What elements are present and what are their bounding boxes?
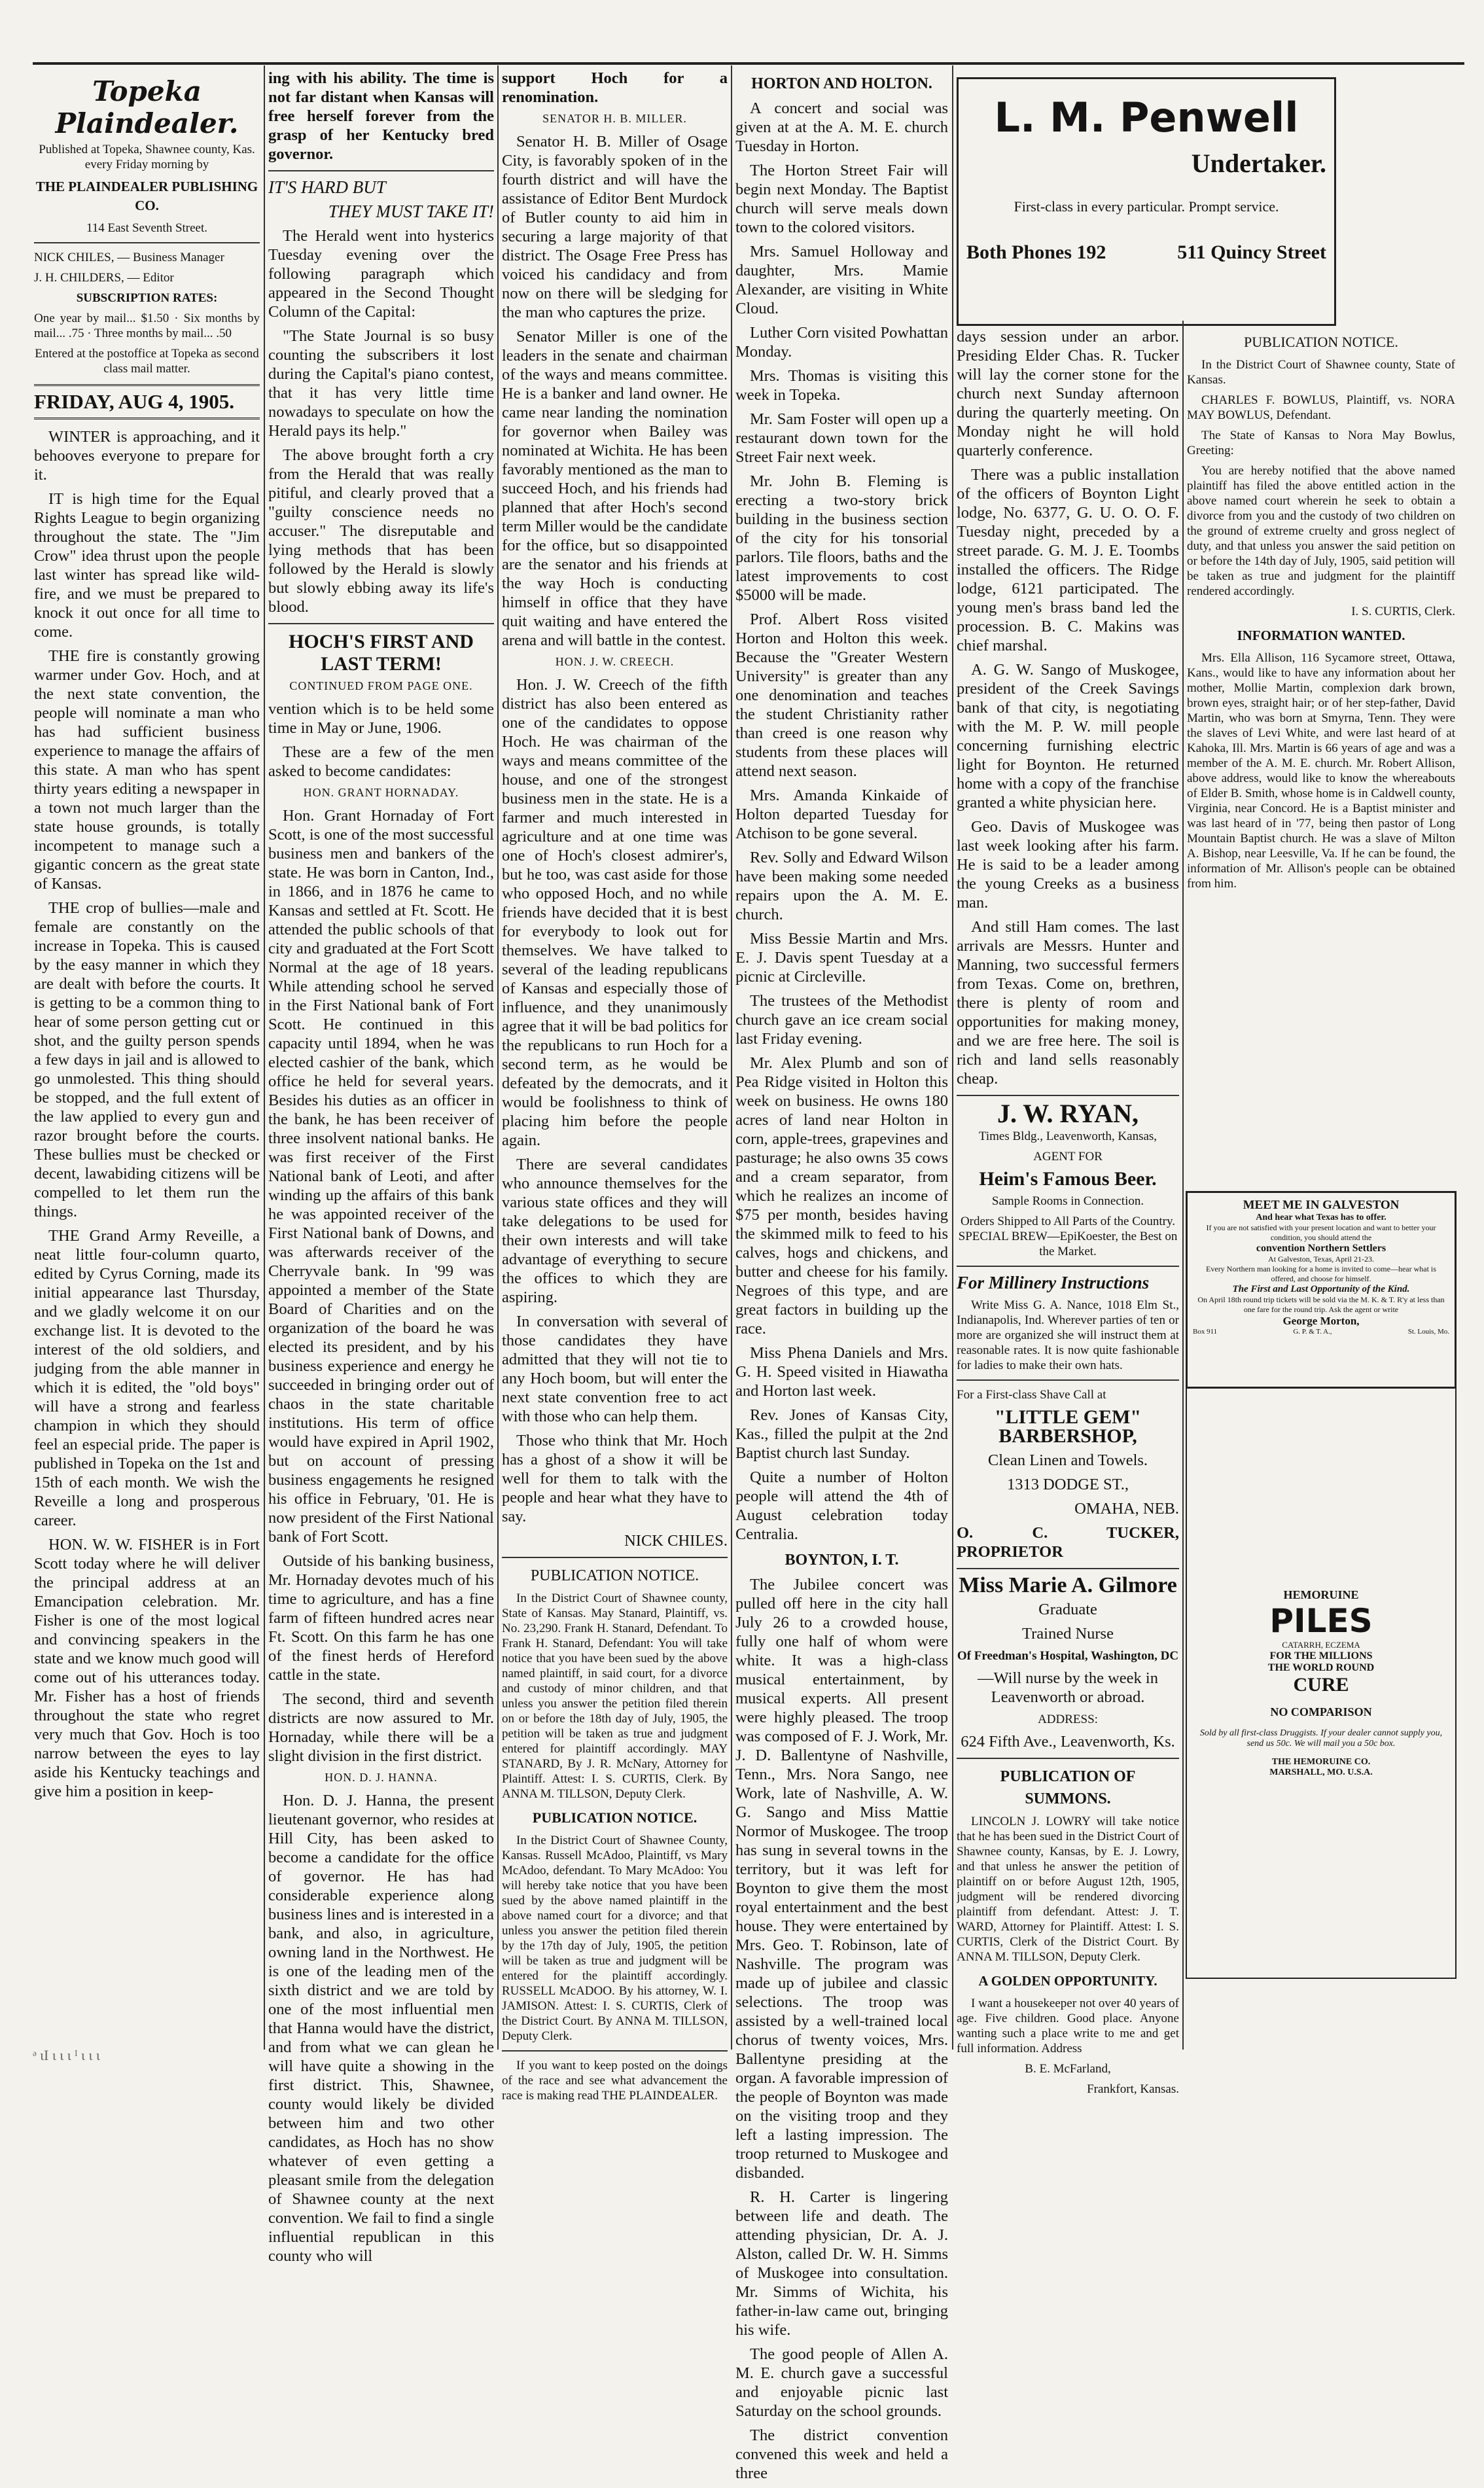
news-item: And still Ham comes. The last arrivals are Messrs. Hunter and Manning, two successful fermers from Texas. Come on, brethren, there is plenty of room and opportunities for making money, and we are free here. The soil is rich and land sells reasonably cheap. bbox=[957, 918, 1179, 1088]
news-item: The district convention convened this week and held a three bbox=[735, 2426, 948, 2482]
ad-hemoruine-company: THE HEMORUINE CO. bbox=[1271, 1757, 1371, 1767]
masthead-address: 114 East Seventh Street. bbox=[86, 221, 208, 235]
ad-penwell-role: Undertaker. bbox=[1191, 149, 1326, 178]
continued-note: CONTINUED FROM PAGE ONE. bbox=[289, 679, 473, 692]
ad-barber-proprietor: O. C. TUCKER, PROPRIETOR bbox=[957, 1524, 1179, 1561]
opportunity-city: Frankfort, Kansas. bbox=[1087, 2082, 1179, 2096]
ad-galveston-footer bbox=[1193, 1328, 1449, 1336]
column-2 bbox=[268, 69, 494, 2271]
ad-ryan-name: J. W. RYAN, bbox=[997, 1099, 1139, 1128]
news-item: Rev. Jones of Kansas City, Kas., filled the pulpit at the 2nd Baptist church last Sunday. bbox=[735, 1406, 948, 1462]
ad-galveston-text: If you are not satisfied with your present location and want to better your condition, you should attend the bbox=[1206, 1223, 1436, 1242]
ad-hemoruine-body: Sold by all first-class Druggists. If your dealer cannot supply you, send us 50c. We will mail you a 50c box. bbox=[1199, 1728, 1443, 1749]
ad-hemoruine-line2: THE WORLD ROUND bbox=[1267, 1662, 1375, 1673]
ad-millinery-text: Write Miss G. A. Nance, 1018 Elm St., Indianapolis, Ind. Wherever parties of ten or more are organized she will instruct them at reasonable rates. It is now quite fashionable for ladies to make their own hats. bbox=[957, 1298, 1179, 1372]
section-rule bbox=[502, 1557, 728, 1558]
ad-nurse-address: 624 Fifth Ave., Leavenworth, Ks. bbox=[961, 1733, 1175, 1750]
ad-nurse-graduate: Graduate bbox=[1038, 1601, 1097, 1618]
column-5 bbox=[957, 327, 1179, 2102]
column-4 bbox=[735, 69, 948, 2488]
news-item: Miss Bessie Martin and Mrs. E. J. Davis spent Tuesday at a picnic at Circleville. bbox=[735, 930, 948, 986]
masthead-published: Published at Topeka, Shawnee county, Kas. every Friday morning by bbox=[39, 143, 255, 171]
masthead-company: THE PLAINDEALER PUBLISHING CO. bbox=[35, 179, 258, 213]
headline-hard-a: IT'S HARD BUT bbox=[268, 177, 386, 197]
masthead-title: Topeka Plaindealer. bbox=[55, 75, 239, 139]
subhead-creech: HON. J. W. CREECH. bbox=[555, 655, 675, 668]
publication-notice-head: PUBLICATION NOTICE. bbox=[532, 1809, 698, 1826]
section-rule bbox=[957, 1379, 1179, 1381]
column-divider bbox=[731, 65, 732, 2050]
opportunity-head: A GOLDEN OPPORTUNITY. bbox=[978, 1973, 1157, 1989]
ad-hemoruine-side: CATARRH, ECZEMA bbox=[1282, 1640, 1360, 1650]
ad-penwell-tagline: First-class in every particular. Prompt service. bbox=[1014, 198, 1279, 215]
ad-hemoruine-comparison: NO COMPARISON bbox=[1270, 1705, 1372, 1718]
news-item: Luther Corn visited Powhattan Monday. bbox=[735, 324, 948, 361]
news-item: The Horton Street Fair will begin next Monday. The Baptist church will serve meals down town to the colored visitors. bbox=[735, 162, 948, 236]
ad-nurse-role: Trained Nurse bbox=[1022, 1625, 1114, 1643]
news-item: Mr. Alex Plumb and son of Pea Ridge visited in Holton this week on business. He owns 180 acres of land near Holton in corn, apple-trees, grapevines and pasturage; he also owns 35 cows and a cream separator, from which he realizes an income of $75 per month, besides having the skimmed milk to feed to his calves, hogs and chickens, and butter and cheese for his family. Negroes of this type, and are great factors in building up the race. bbox=[735, 1054, 948, 1338]
ad-hemoruine bbox=[1186, 1387, 1457, 1979]
ad-barber-clean: Clean Linen and Towels. bbox=[987, 1451, 1148, 1469]
news-item: Mr. Sam Foster will open up a restaurant down town for the Street Fair next week. bbox=[735, 410, 948, 466]
section-rule bbox=[502, 2050, 728, 2052]
article-paragraph: Those who think that Mr. Hoch has a ghost of a show it will be well for them to talk with the people and hear what they have to say. bbox=[502, 1432, 728, 1525]
article-paragraph: There are several candidates who announce themselves for the various state offices and they will take delegations to be used for their own interests and will take advantage of everything to secure the offices to which they are aspiring. bbox=[502, 1156, 728, 1306]
ad-barber-city: OMAHA, NEB. bbox=[1074, 1500, 1179, 1518]
editorial-paragraph: THE Grand Army Reveille, a neat little four-column quarto, edited by Cyrus Corning, made its initial appearance last Thursday, and we gladly welcome it on our exchange list. It is devoted to the interest of the old soldiers, and judging from the able manner in which it is edited, the "old boys" will have a strong and fearless champion in which they should feel an especial pride. The paper is published in Topeka on the 1st and 15th of each month. We wish the Reveille a long and prosperous career. bbox=[34, 1227, 260, 1529]
news-item: The Jubilee concert was pulled off here in the city hall July 26 to a crowded house, fully one half of whom were white. It was a high-class musical entertainment, by musical experts. All present were highly pleased. The troop was composed of F. J. Work, Mr. J. D. Ballentyne of Nashville, Tenn., Mrs. Nora Sango, nee Work, late of Nashville, A. W. G. Sango and Miss Mattie Normor of Muskogee. The troop has sung in several towns in the territory, but it was left for Boynton to give them the most royal entertainment and the best house. They were entertained by Mrs. Geo. T. Robinson, late of Nashville. The program was made up of jubilee and classic selections. The troop was assisted by a well-trained local chorus of twenty voices, Mrs. Ballentyne presiding at the organ. A favorable impression of the people of Boynton was made on the visiting troop and they left a lasting impression. The troop returned to Muskogee and disbanded. bbox=[735, 1576, 948, 2182]
editorial-paragraph: THE fire is constantly growing warmer under Gov. Hoch, and at the next state convention, the people will nominate a man who has had sufficient business experience to manage the affairs of this state. A man who has spent thirty years editing a newspaper in a town not much larger than the state house grounds, is totally incompetent to manage such a gigantic concern as the great state of Kansas. bbox=[34, 647, 260, 893]
news-item: A. G. W. Sango of Muskogee, president of the Creek Savings bank of that city, is negotiating with the M. P. W. mill people concerning furnishing electric light for Boynton. He returned home with a copy of the franchise granted a white physician here. bbox=[957, 661, 1179, 811]
news-item: Mrs. Thomas is visiting this week in Topeka. bbox=[735, 367, 948, 404]
article-paragraph: These are a few of the men asked to become candidates: bbox=[268, 743, 494, 780]
section-rule bbox=[957, 1266, 1179, 1267]
subscription-title: SUBSCRIPTION RATES: bbox=[76, 291, 218, 305]
entered-note: Entered at the postoffice at Topeka as second class mail matter. bbox=[35, 347, 259, 376]
article-paragraph: Hon. J. W. Creech of the fifth district has also been entered as one of the candidates to oppose Hoch. He was chairman of the ways and means committee of the house, and one of the strongest business men in the state. He is a farmer and much interested in agriculture and at one time was one of Hoch's closest admirer's, but he too, was cast aside for those who opposed Hoch, and no while friends have decided that it is best for everybody to look out for themselves. We have talked to several of the leading republicans of Kansas and especially those of influence, and they unanimously agree that it will be bad politics for the republicans to run Hoch for a second term, as he would be defeated by the democrats, and it would be foolishness to think of placing him before the people again. bbox=[502, 676, 728, 1149]
subhead-hornaday: HON. GRANT HORNADAY. bbox=[303, 786, 459, 799]
publication-notice-body: You are hereby notified that the above named plaintiff has filed the above entitled action in the above named court wherein he seek to obtain a divorce from you and the custody of two children on the ground of extreme cruelty and gross neglect of duty, and that unless you answer the said petition on or before the 14th day of July, 1905, said petition will be taken as true and judgment for the plaintiff rendered accordingly. bbox=[1187, 464, 1455, 598]
ad-hemoruine-city: MARSHALL, MO. U.S.A. bbox=[1269, 1768, 1373, 1777]
article-paragraph: Hon. D. J. Hanna, the present lieutenant governor, who resides at Hill City, has been asked to become a candidate for the office of governor. He has had considerable experience along business lines and is interested in a bank, and also, in agriculture, owning land in the Northwest. He is one of the leading men of the sixth district and we are told by one of the most influential men that Hanna would have the district, and from what we can glean he will have quite a showing in the first district. This, Shawnee, county would likely be divided between him and two other candidates, as Hoch has no show whatever of even getting a pleasant smile from the delegation of Shawnee county at the next convention. We fail to find a single influential republican in this county who will bbox=[268, 1792, 494, 2265]
publication-notice-body: CHARLES F. BOWLUS, Plaintiff, vs. NORA MAY BOWLUS, Defendant. bbox=[1187, 393, 1455, 422]
article-quote: "The State Journal is so busy counting the subscribers it lost during the Capital's piano contest, that it has very little time nowadays to speculate on how the Herald pays its help." bbox=[268, 327, 494, 440]
headline-horton: HORTON AND HOLTON. bbox=[751, 75, 932, 92]
ad-galveston-box: Box 911 bbox=[1193, 1328, 1218, 1336]
ad-nurse-address-label: ADDRESS: bbox=[1038, 1713, 1098, 1726]
ad-hemoruine-top: HEMORUINE bbox=[1283, 1588, 1359, 1601]
publication-notice-head: PUBLICATION NOTICE. bbox=[530, 1567, 699, 1584]
article-paragraph: vention which is to be held some time in May or June, 1906. bbox=[268, 700, 494, 737]
editorial-paragraph: THE crop of bullies—male and female are constantly on the increase in Topeka. This is caused by the easy manner in which they are dealt with before the courts. It is getting to be a common thing to hear of some person getting cut or shot, and the guilty person spends a few days in jail and is allowed to go unmolested. This thing should be stopped, and the full extent of the law applied to every gun and razor brought before the courts. These bullies must be checked or decent, lawabiding citizens will be compelled to let them run the things. bbox=[34, 899, 260, 1220]
subhead-hanna: HON. D. J. HANNA. bbox=[325, 1771, 438, 1784]
article-paragraph: The above brought forth a cry from the Herald that was really pitiful, and clearly proved that a "guilty conscience needs no accuser." The disreputable and lying methods that has been followed by the Herald is slowly but slowly ebbing away its life's blood. bbox=[268, 446, 494, 616]
ad-galveston-gpa: G. P. & T. A., bbox=[1293, 1328, 1332, 1336]
section-rule bbox=[268, 623, 494, 624]
ad-ryan-orders: Orders Shipped to All Parts of the Country. SPECIAL BREW—EpiKoester, the Best on the Market. bbox=[958, 1215, 1178, 1258]
headline-boynton: BOYNTON, I. T. bbox=[785, 1552, 899, 1569]
news-item: R. H. Carter is lingering between life and death. The attending physician, Dr. A. J. Alston, called Dr. W. H. Simms of Muskogee into consultation. Mr. Simms of Wichita, his father-in-law came out, bringing his wife. bbox=[735, 2188, 948, 2339]
news-item: A concert and social was given at at the A. M. E. church Tuesday in Horton. bbox=[735, 99, 948, 155]
article-paragraph: In conversation with several of those candidates they have admitted that they will not tie to any Hoch boom, but will enter the next state convention free to act with those who can help them. bbox=[502, 1313, 728, 1425]
column-divider bbox=[1182, 321, 1184, 2050]
section-rule bbox=[957, 1095, 1179, 1096]
publication-notice-body: In the District Court of Shawnee County, Kansas. Russell McAdoo, Plaintiff, vs Mary McAdoo, defendant. To Mary McAdoo: You will hereby take notice that you have been sued by the above named plaintiff in the above named court for a divorce; and that unless you answer the petition filed therein by the 17th day of July, 1905, the petition will be taken as true and judgment will be entered for the plaintiff accordingly. RUSSELL McADOO. By his attorney, W. I. JAMISON. Attest: I. S. CURTIS, Clerk of the District Court. By ANNA M. TILLSON, Deputy Clerk. bbox=[502, 1834, 728, 2043]
article-paragraph: The Herald went into hysterics Tuesday evening over the following paragraph which appeared in the Second Thought Column of the Capital: bbox=[268, 227, 494, 321]
ad-galveston-sub: And hear what Texas has to offer. bbox=[1256, 1213, 1387, 1222]
column-3 bbox=[502, 69, 728, 2108]
section-rule bbox=[957, 1758, 1179, 1759]
news-item: Mrs. Amanda Kinkaide of Holton departed Tuesday for Atchison to be gone several. bbox=[735, 787, 948, 842]
news-item: Miss Phena Daniels and Mrs. G. H. Speed visited in Hiawatha and Horton last week. bbox=[735, 1344, 948, 1400]
section-rule bbox=[957, 1568, 1179, 1569]
section-rule bbox=[268, 170, 494, 171]
staff-editor: J. H. CHILDERS, — Editor bbox=[34, 271, 174, 285]
subhead-miller: SENATOR H. B. MILLER. bbox=[542, 112, 687, 125]
ad-hemoruine-big: PILES bbox=[1269, 1602, 1373, 1640]
ad-penwell-name: L. M. Penwell bbox=[994, 94, 1299, 141]
article-paragraph: Outside of his banking business, Mr. Hornaday devotes much of his time to agriculture, and has a fine farm of fifteen hundred acres near Ft. Scott. On this farm he has one of the finest herds of Hereford cattle in the state. bbox=[268, 1552, 494, 1684]
article-paragraph: Senator Miller is one of the leaders in the senate and chairman of the ways and means committee. He is a banker and land owner. He came near landing the nomination for governor when Bailey was nominated at Wichita. He has been favorably mentioned as the man to succeed Hoch, and his friends had planned that after Hoch's second term Miller would be the candidate for the office, but so disappointed are the senator and his friends at the way Hoch is conducting himself in office that they have quit waiting and have entered the arena and will battle in the contest. bbox=[502, 328, 728, 649]
ad-millinery-head: For Millinery Instructions bbox=[957, 1273, 1150, 1292]
ad-nurse-will: —Will nurse by the week in Leavenworth or abroad. bbox=[978, 1669, 1158, 1706]
ad-nurse-name: Miss Marie A. Gilmore bbox=[959, 1573, 1177, 1597]
ad-barber-pre: For a First-class Shave Call at bbox=[957, 1388, 1106, 1402]
publication-notice-body: The State of Kansas to Nora May Bowlus, Greeting: bbox=[1187, 429, 1455, 457]
ad-penwell-phones: Both Phones 192 bbox=[966, 241, 1106, 263]
ad-nurse-hospital: Of Freedman's Hospital, Washington, DC bbox=[957, 1649, 1179, 1663]
editorial-paragraph: WINTER is approaching, and it behooves everyone to prepare for it. bbox=[34, 428, 260, 484]
headline-hoch: HOCH'S FIRST AND LAST TERM! bbox=[289, 631, 474, 675]
column-6-body bbox=[1187, 327, 1455, 897]
ad-galveston-name: George Morton, bbox=[1282, 1315, 1360, 1327]
column-divider bbox=[264, 65, 265, 2050]
news-item: Quite a number of Holton people will attend the 4th of August celebration today Centralia. bbox=[735, 1468, 948, 1543]
headline-hard-b: THEY MUST TAKE IT! bbox=[328, 202, 494, 221]
staff-manager: NICK CHILES, — Business Manager bbox=[34, 251, 224, 264]
news-item: Mr. John B. Fleming is erecting a two-story brick building in the business section of the city for his tonsorial parlors. Tile floors, baths and the latest improvements to cost $5000 will be made. bbox=[735, 472, 948, 604]
ad-hemoruine-line1: FOR THE MILLIONS bbox=[1269, 1650, 1373, 1662]
publication-notice-sign: I. S. CURTIS, Clerk. bbox=[1351, 605, 1455, 618]
column-divider bbox=[497, 65, 499, 2050]
ad-barber-name: "LITTLE GEM" BARBERSHOP, bbox=[994, 1406, 1142, 1447]
plaindealer-promo: If you want to keep posted on the doings of the race and see what advancement the race is making read THE PLAINDEALER. bbox=[502, 2059, 728, 2103]
ad-ryan-beer: Heim's Famous Beer. bbox=[979, 1168, 1157, 1190]
ad-galveston-first: The First and Last Opportunity of the Kind. bbox=[1232, 1284, 1410, 1294]
ad-galveston-city: St. Louis, Mo. bbox=[1407, 1328, 1449, 1336]
news-item: The trustees of the Methodist church gave an ice cream social last Friday evening. bbox=[735, 992, 948, 1048]
column-lead: ing with his ability. The time is not far distant when Kansas will free herself forever from the grasp of her Kentucky bred governor. bbox=[268, 69, 494, 163]
top-rule bbox=[33, 62, 1464, 65]
ad-ryan-rooms: Sample Rooms in Connection. bbox=[991, 1194, 1144, 1208]
news-item: Mrs. Samuel Holloway and daughter, Mrs. Mamie Alexander, are visiting in White Cloud. bbox=[735, 243, 948, 317]
masthead-rule bbox=[34, 242, 260, 243]
editorial-paragraph: HON. W. W. FISHER is in Fort Scott today where he will deliver the principal address at an Emancipation celebration. Mr. Fisher is one of the most logical and convincing speakers in the state and we know much good will come out of his utterances today. Mr. Fisher has a host of friends throughout the state who regret very much that Gov. Hoch is too narrow between the eyes to lay aside his Kentucky teachings and give him a position in keep- bbox=[34, 1536, 260, 1800]
information-wanted-head: INFORMATION WANTED. bbox=[1237, 628, 1405, 643]
ad-galveston-more: Every Northern man looking for a home is invited to come—hear what is offered, and choose for himself. bbox=[1206, 1264, 1436, 1283]
article-paragraph: The second, third and seventh districts are now assured to Mr. Hornaday, while there will be a slight division in the first district. bbox=[268, 1690, 494, 1765]
news-item: There was a public installation of the officers of Boynton Light lodge, No. 6377, G. U. O. O. F. Tuesday night, preceded by a street parade. G. M. J. E. Toombs installed the officers. The Ridge lodge, 6121 participated. The young men's brass band led the procession. B. C. Makins was chief marshal. bbox=[957, 466, 1179, 654]
column-divider bbox=[952, 65, 953, 2050]
issue-date: FRIDAY, AUG 4, 1905. bbox=[34, 384, 260, 419]
editorial-paragraph: IT is high time for the Equal Rights League to begin organizing throughout the state. The "Jim Crow" idea thrust upon the people last winter has spread like wild-fire, and we must be prepared to knock it out once for all time to come. bbox=[34, 490, 260, 641]
information-wanted-body: Mrs. Ella Allison, 116 Sycamore street, Ottawa, Kans., would like to have any information about her mother, Mollie Martin, complexion dark brown, brown eyes, straight hair; or of her step-father, David Martin, who was born at Smyrna, Tenn. They were the slaves of Levi White, and were last heard of at Kahoka, Ill. Mrs. Martin is 66 years of age and was a member of the A. M. E. church. Mr. Robert Allison, above address, would like to know the whereabouts of Elder B. Smith, whose home is in Caldwell county, Virginia, near Concord. He is a Baptist minister and was last heard of in '77, being then pastor of Long Mountain Baptist church. He was a slave of Milton A. Bishop, near Leesville, Va. If he can be found, the information of Mr. Allison's people can be obtained from him. bbox=[1187, 651, 1455, 891]
column-lead: support Hoch for a renomination. bbox=[502, 69, 728, 106]
ad-galveston-date: At Galveston, Texas, April 21-23. bbox=[1268, 1254, 1374, 1264]
publication-notice-body: In the District Court of Shawnee county, State of Kansas. bbox=[1187, 358, 1455, 387]
bottom-marks: ᵊ ιΙ ι ι ι ᴵ ι ι ι bbox=[33, 2047, 100, 2063]
opportunity-body: I want a housekeeper not over 40 years of age. Five children. Good place. Anyone wanting such a place write to me and get full information. Address bbox=[957, 1997, 1179, 2055]
ad-galveston-rates: On April 18th round trip tickets will be sold via the M. K. & T. R'y at less than one fare for the round trip. Ask the agent or write bbox=[1197, 1295, 1445, 1314]
ad-galveston-head: MEET ME IN GALVESTON bbox=[1243, 1198, 1400, 1212]
summons-body: LINCOLN J. LOWRY will take notice that he has been sued in the District Court of Shawnee county, Kansas, by E. J. Lowry, and that unless he answer the petition of plaintiff on or before August 12th, 1905, judgment will be rendered divorcing plaintiff from defendant. Attest: J. T. WARD, Attorney for Plaintiff. Attest: I. S. CURTIS, Clerk of the District Court. By ANNA M. TILLSON, Deputy Clerk. bbox=[957, 1815, 1179, 1964]
ad-penwell-street: 511 Quincy Street bbox=[1177, 241, 1326, 263]
article-paragraph: Senator H. B. Miller of Osage City, is favorably spoken of in the fourth district and will have the assistance of Editor Bent Murdock of Butler county to aid him in securing a large majority of that district. The Osage Free Press has voiced his candidacy and from now on there will be sledging for the man who captures the prize. bbox=[502, 133, 728, 321]
news-item: days session under an arbor. Presiding Elder Chas. R. Tucker will lay the corner stone for the church next Sunday afternoon during the quarterly meeting. On Monday night he will hold quarterly conference. bbox=[957, 328, 1179, 459]
ad-ryan-agent: AGENT FOR bbox=[1033, 1150, 1103, 1164]
ad-hemoruine-line3: CURE bbox=[1293, 1674, 1349, 1696]
subscription-rates: One year by mail... $1.50 · Six months by mail... .75 · Three months by mail... .50 bbox=[34, 311, 260, 340]
article-signature: NICK CHILES. bbox=[624, 1532, 728, 1550]
ad-penwell bbox=[957, 77, 1336, 326]
ad-galveston-convention: convention Northern Settlers bbox=[1256, 1243, 1387, 1254]
ad-penwell-contact bbox=[966, 241, 1326, 264]
publication-notice-head: PUBLICATION NOTICE. bbox=[1244, 334, 1398, 350]
ad-ryan-address: Times Bldg., Leavenworth, Kansas, bbox=[978, 1129, 1157, 1143]
ad-barber-address: 1313 DODGE ST., bbox=[1006, 1476, 1129, 1493]
news-item: Prof. Albert Ross visited Horton and Holton this week. Because the "Greater Western University" is greater than any one denomination and teaches the student Christianity rather than creed is one reason why students from these places will attend next season. bbox=[735, 611, 948, 780]
ad-galveston bbox=[1186, 1191, 1457, 1389]
news-item: Rev. Solly and Edward Wilson have been making some needed repairs upon the A. M. E. church. bbox=[735, 849, 948, 923]
publication-notice-body: In the District Court of Shawnee county, State of Kansas. May Stanard, Plaintiff, vs. No. 23,290. Frank H. Stanard, Defendant. To Frank H. Stanard, Defendant: You will take notice that you have been sued by the above named plaintiff, in said court, for a divorce and custody of minor children, and that unless you answer the petition filed therein on or before the 18th day of July, 1905, the petition will be taken as true and judgment entered for plaintiff accordingly. MAY STANARD, By J. R. McNary, Attorney for Plaintiff. Attest: I. S. CURTIS, Clerk. By ANNA M. TILLSON, Deputy Clerk. bbox=[502, 1591, 728, 1801]
opportunity-sign: B. E. McFarland, bbox=[1025, 2062, 1111, 2076]
summons-head: PUBLICATION OF SUMMONS. bbox=[1000, 1768, 1136, 1807]
article-paragraph: Hon. Grant Hornaday of Fort Scott, is one of the most successful business men and bankers of the state. He was born in Canton, Ind., in 1866, and in 1876 he came to Kansas and settled at Ft. Scott. He attended the public schools of that city and graduated at the Fort Scott Normal at the age of 18 years. While attending school he served in the First National bank of Fort Scott. He continued in this capacity until 1894, when he was elected cashier of the bank, which office he held for several years. Besides his duties as an officer in the bank, he has been receiver of three insolvent national banks. He was first receiver of the First National bank of Leoti, and after winding up the affairs of this bank he was appointed receiver of the First National bank of Downs, and was afterwards receiver of the Cherryvale bank. In '99 was appointed a member of the State Board of Charities and on the organization of the board he was elected its president, and by his business experience and energy he succeeded in bringing order out of chaos in the state charitable institutions. His term of office would have expired in April 1902, but on account of pressing business engagements he resigned his office in February, '01. He is now president of the First National bank of Fort Scott. bbox=[268, 807, 494, 1546]
news-item: Geo. Davis of Muskogee was last week looking after his farm. He is said to be a leader among the young Creeks as a business man. bbox=[957, 818, 1179, 912]
news-item: The good people of Allen A. M. E. church gave a successful and enjoyable picnic last Saturday on the school grounds. bbox=[735, 2345, 948, 2420]
column-1 bbox=[34, 69, 260, 1806]
